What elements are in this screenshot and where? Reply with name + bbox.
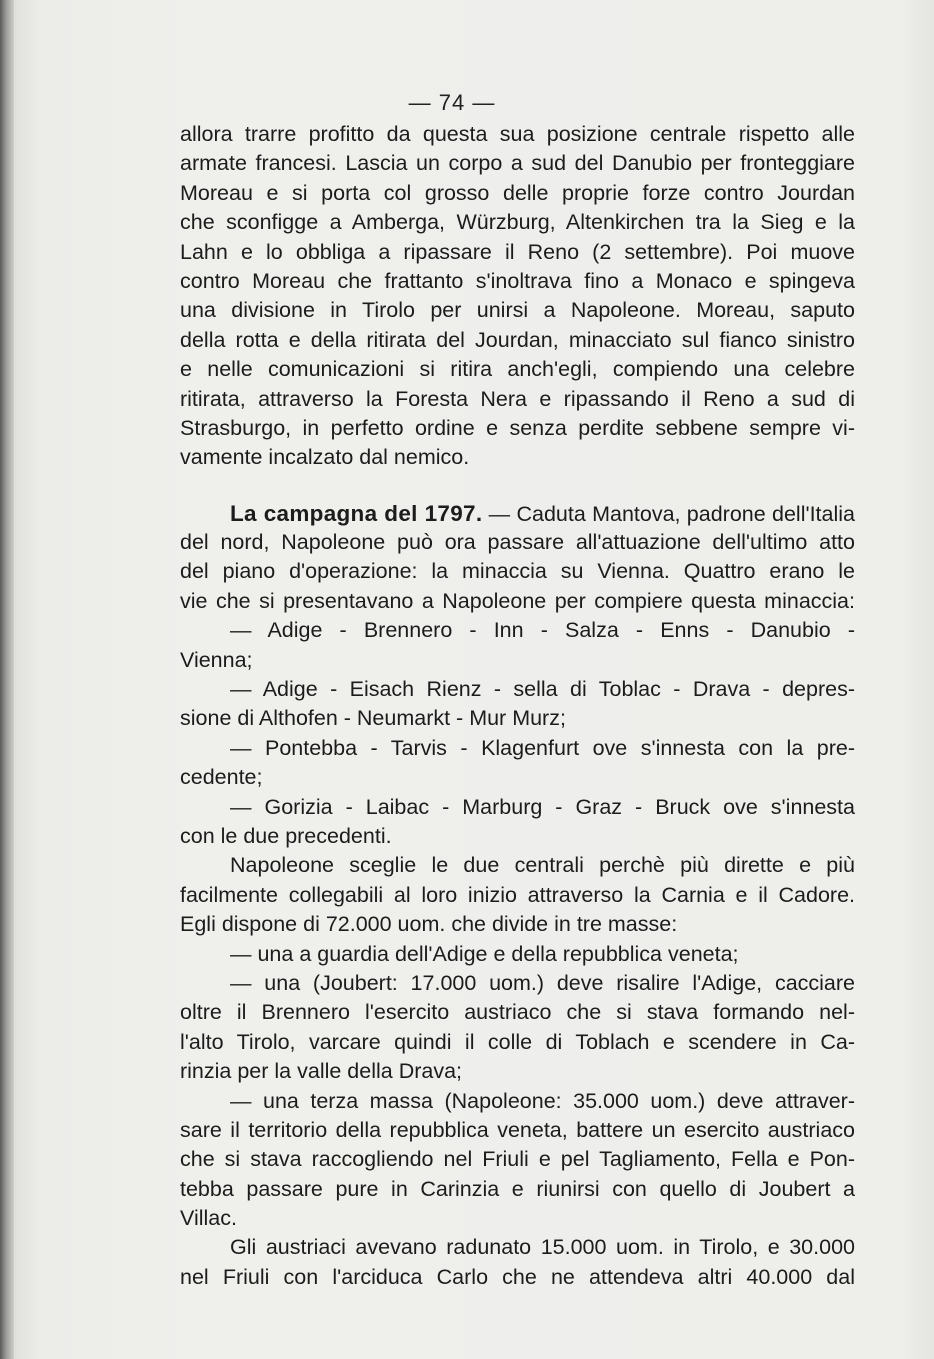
mass-line: oltre il Brennero l'esercito austriaco che si stava formando nel- xyxy=(180,1000,855,1025)
text-line: del nord, Napoleone può ora passare all'attuazione dell'ultimo atto xyxy=(180,530,855,555)
route-line: cedente; xyxy=(180,765,263,790)
text-line: e nelle comunicazioni si ritira anch'egli, compiendo una celebre xyxy=(180,357,855,382)
text-line: ritirata, attraverso la Foresta Nera e ripassando il Reno a sud di xyxy=(180,386,855,411)
route-line: — Adige - Eisach Rienz - sella di Toblac - Drava - depres- xyxy=(230,677,855,702)
page-binding-shadow xyxy=(0,0,14,1359)
mass-line: tebba passare pure in Carinzia e riunirsi con quello di Joubert a xyxy=(180,1176,855,1201)
text-line: contro Moreau che frattanto s'inoltrava fino a Monaco e spingeva xyxy=(180,268,855,293)
text-line: del piano d'operazione: la minaccia su Vienna. Quattro erano le xyxy=(180,559,855,584)
section-heading: La campagna del 1797. xyxy=(230,500,483,526)
section-gap xyxy=(180,473,855,499)
text-line: una divisione in Tirolo per unirsi a Napoleone. Moreau, saputo xyxy=(180,298,855,323)
text-line: armate francesi. Lascia un corpo a sud del Danubio per fronteggiare xyxy=(180,151,855,176)
text-line: vamente incalzato dal nemico. xyxy=(180,445,470,470)
text-line: Lahn e lo obbliga a ripassare il Reno (2 settembre). Poi muove xyxy=(180,239,855,264)
body-text xyxy=(180,120,855,1292)
route-line: Vienna; xyxy=(180,647,253,672)
mass-line: che si stava raccogliendo nel Friuli e pel Tagliamento, Fella e Pon- xyxy=(180,1147,855,1172)
text-line: facilmente collegabili al loro inizio attraverso la Carnia e il Cadore. xyxy=(180,882,855,907)
text-line: vie che si presentavano a Napoleone per compiere questa minaccia: xyxy=(180,588,855,613)
text-line: allora trarre profitto da questa sua posizione centrale rispetto alle xyxy=(180,122,855,146)
text-run: — Caduta Mantova, padrone dell'Italia xyxy=(482,501,855,526)
text-line: Gli austriaci avevano radunato 15.000 uom. in Tirolo, e 30.000 xyxy=(230,1235,855,1260)
route-line: — Gorizia - Laibac - Marburg - Graz - Bruck ove s'innesta xyxy=(230,794,855,819)
mass-line: — una a guardia dell'Adige e della repubblica veneta; xyxy=(230,941,739,966)
mass-line: rinzia per la valle della Drava; xyxy=(180,1059,463,1084)
mass-line: — una (Joubert: 17.000 uom.) deve risalire l'Adige, cacciare xyxy=(230,970,855,995)
page-number: — 74 — xyxy=(408,90,496,115)
mass-line: sare il territorio della repubblica veneta, battere un esercito austriaco xyxy=(180,1117,855,1142)
route-line: sione di Althofen - Neumarkt - Mur Murz; xyxy=(180,706,566,731)
text-line: Strasburgo, in perfetto ordine e senza perdite sebbene sempre vi- xyxy=(180,415,855,440)
text-line: nel Friuli con l'arciduca Carlo che ne attendeva altri 40.000 dal xyxy=(180,1264,855,1289)
section-heading-line xyxy=(180,499,855,528)
text-line: della rotta e della ritirata del Jourdan, minacciato sul fianco sinistro xyxy=(180,327,855,352)
route-line: con le due precedenti. xyxy=(180,823,392,848)
text-line: Moreau e si porta col grosso delle proprie forze contro Jourdan xyxy=(180,180,855,205)
mass-line: Villac. xyxy=(180,1206,237,1231)
route-line: — Adige - Brennero - Inn - Salza - Enns - Danubio - xyxy=(230,618,855,643)
route-line: — Pontebba - Tarvis - Klagenfurt ove s'innesta con la pre- xyxy=(230,735,855,760)
text-line: Egli dispone di 72.000 uom. che divide in tre masse: xyxy=(180,912,678,937)
text-line: che sconfigge a Amberga, Würzburg, Altenkirchen tra la Sieg e la xyxy=(180,210,855,235)
mass-line: l'alto Tirolo, varcare quindi il colle di Toblach e scendere in Ca- xyxy=(180,1029,855,1054)
mass-line: — una terza massa (Napoleone: 35.000 uom.) deve attraver- xyxy=(230,1088,855,1113)
text-line: Napoleone sceglie le due centrali perchè più dirette e più xyxy=(230,853,855,878)
